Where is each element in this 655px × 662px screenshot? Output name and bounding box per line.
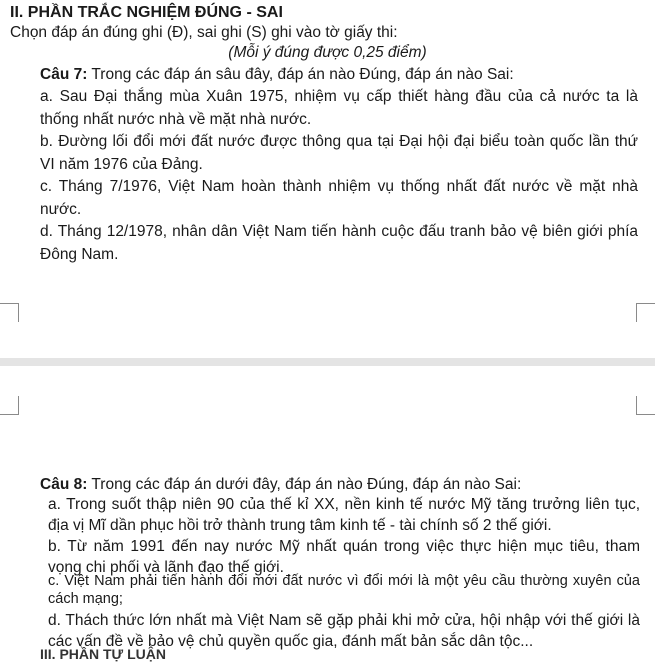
next-section-title-cutoff: III. PHẦN TỰ LUẬN: [40, 646, 166, 662]
question-8-prompt: Trong các đáp án dưới đây, đáp án nào Đúng, đáp án nào Sai:: [87, 476, 522, 493]
question-8-label: Câu 8:: [40, 476, 88, 493]
page-corner-mark: [636, 396, 655, 415]
page-corner-mark: [0, 303, 19, 322]
instruction-text: Chọn đáp án đúng ghi (Đ), sai ghi (S) ghi vào tờ giấy thi:: [10, 24, 398, 41]
question-7-heading: [40, 64, 514, 86]
question-7-option-c: c. Tháng 7/1976, Việt Nam hoàn thành nhiệm vụ thống nhất đất nước về mặt nhà nước.: [40, 178, 638, 218]
question-8-option-c: c. Việt Nam phải tiến hành đổi mới đất nước vì đổi mới là một yêu cầu thường xuyên của cách mạng;: [48, 573, 640, 607]
page-gap: [0, 358, 655, 366]
question-7-option-a: a. Sau Đại thắng mùa Xuân 1975, nhiệm vụ cấp thiết hàng đầu của cả nước ta là thống nhất nước nhà về mặt nhà nước.: [40, 88, 638, 128]
question-7-label: Câu 7:: [40, 66, 88, 83]
question-7-prompt: Trong các đáp án sâu đây, đáp án nào Đúng, đáp án nào Sai:: [87, 66, 514, 83]
question-7-option-d: d. Tháng 12/1978, nhân dân Việt Nam tiến hành cuộc đấu tranh bảo vệ biên giới phía Đông Nam.: [40, 223, 638, 263]
section-title: II. PHẦN TRẮC NGHIỆM ĐÚNG - SAI: [10, 4, 283, 21]
question-8-heading: [40, 476, 521, 494]
question-8-option-a: a. Trong suốt thập niên 90 của thế kỉ XX, nền kinh tế nước Mỹ tăng trưởng liên tục, địa vị Mĩ dần phục hồi trở thành trung tâm kinh tế - tài chính số 2 thế giới.: [48, 496, 640, 534]
page-corner-mark: [636, 303, 655, 322]
question-7-option-b: b. Đường lối đổi mới đất nước được thông qua tại Đại hội đại biểu toàn quốc lần thứ VI năm 1976 của Đảng.: [40, 133, 638, 173]
question-8-option-d: d. Thách thức lớn nhất mà Việt Nam sẽ gặp phải khi mở cửa, hội nhập với thế giới là các vấn đề về bảo vệ chủ quyền quốc gia, đánh mất bản sắc dân tộc...: [48, 612, 640, 650]
page-corner-mark: [0, 396, 19, 415]
question-8-option-b: b. Từ năm 1991 đến nay nước Mỹ nhất quán trong việc thực hiện mục tiêu, tham vọng chi phối và lãnh đạo thế giới.: [48, 538, 640, 576]
scoring-note: (Mỗi ý đúng được 0,25 điểm): [228, 44, 427, 61]
